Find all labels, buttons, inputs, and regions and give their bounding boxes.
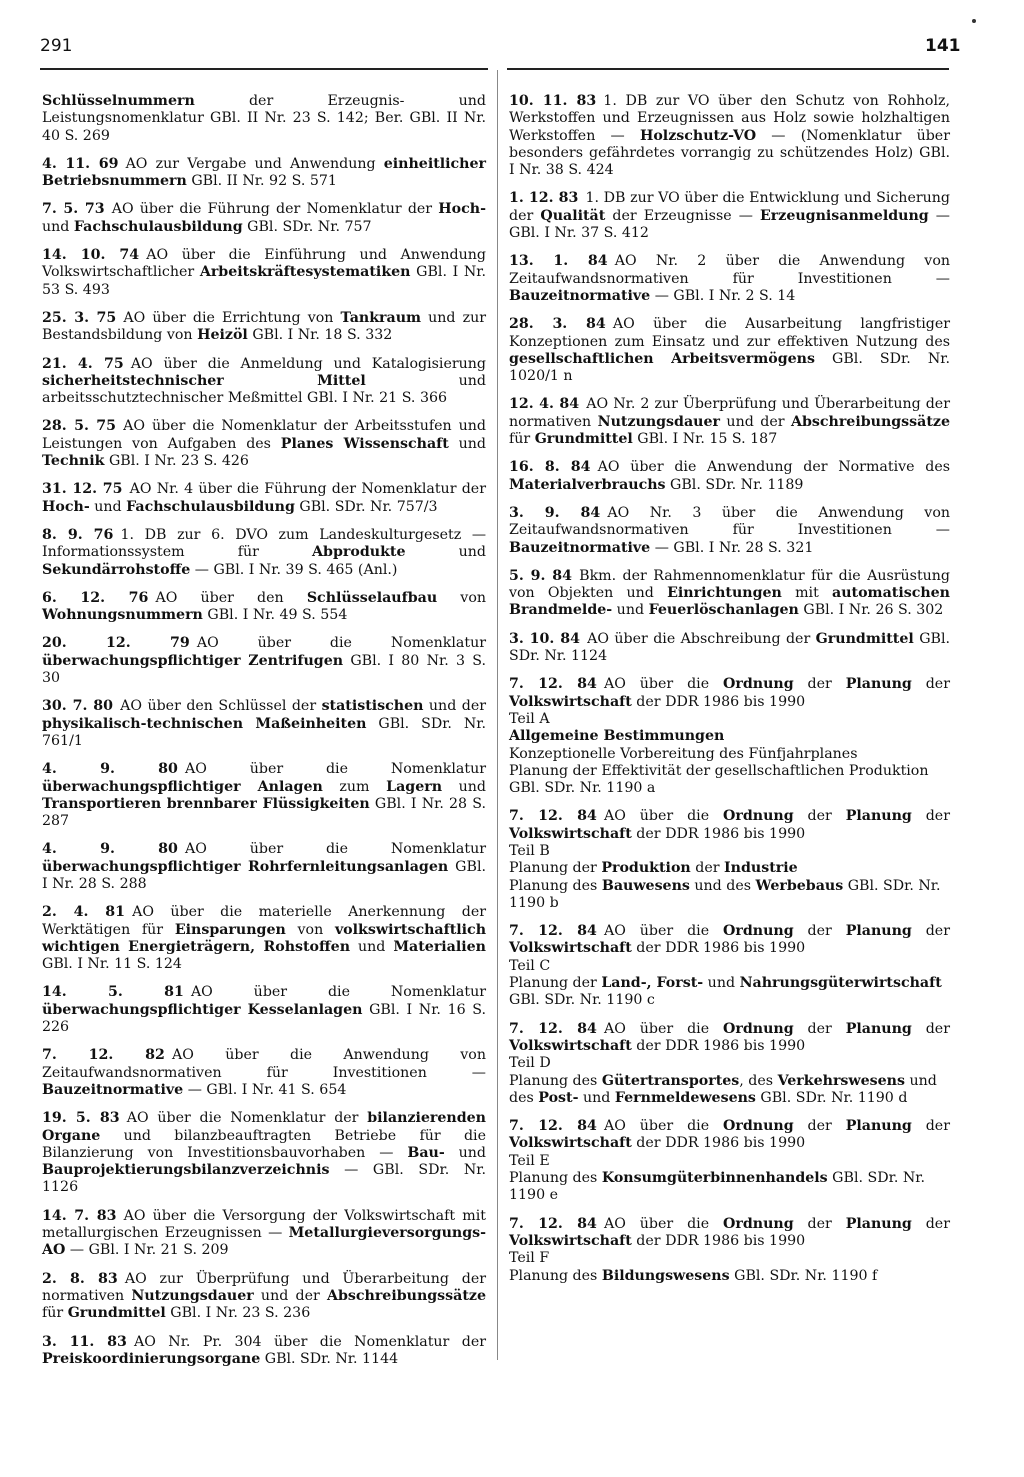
entry-date: 7. 12. 82 [42, 1047, 165, 1064]
entry-text [509, 676, 950, 711]
entry-date: 4. 9. 80 [42, 761, 178, 778]
entry-subline: Teil B [509, 842, 550, 859]
entry-subline: Planung des Bauwesens und des Werbebaus GBl. SDr. Nr. 1190 b [509, 877, 941, 911]
entry-body: AO über die Ordnung der Planung der Volkswirtschaft der DDR 1986 bis 1990 [509, 1118, 950, 1152]
entry-body: AO über die Anwendung von Zeitaufwandsnormativen für Investitionen — Bauzeitnormative — GBl. I Nr. 41 S. 654 [42, 1047, 486, 1098]
entry-body: AO über die Nomenklatur überwachungspflichtiger Kesselanlagen GBl. I Nr. 16 S. 226 [42, 984, 486, 1036]
entry-body: AO über die Ordnung der Planung der Volkswirtschaft der DDR 1986 bis 1990 [509, 1020, 950, 1054]
index-entry [509, 396, 950, 448]
entry-body: AO über die Einführung und Anwendung Volkswirtschaftlicher Arbeitskräftesystematiken GBl. I Nr. 53 S. 493 [42, 247, 486, 298]
entry-body: AO Nr. Pr. 304 über die Nomenklatur der Preiskoordinierungsorgane GBl. SDr. Nr. 1144 [42, 1333, 487, 1367]
entry-body: AO zur Vergabe und Anwendung einheitlicher Betriebsnummern GBl. II Nr. 92 S. 571 [42, 155, 486, 190]
entry-text [509, 459, 950, 494]
entry-text [509, 505, 950, 557]
entry-text [42, 1047, 486, 1099]
entry-date: 14. 5. 81 [42, 984, 184, 1001]
index-entry [42, 527, 486, 579]
index-entry [42, 201, 486, 236]
index-entry [509, 676, 950, 797]
entry-text [42, 698, 486, 750]
entry-text [509, 1216, 950, 1251]
entry-body: 1. DB zur 6. DVO zum Landeskulturgesetz — Informationssystem für Abprodukte und Sekundärrohstoffe — GBl. I Nr. 39 S. 465 (Anl.) [42, 526, 487, 578]
scan-mark [972, 19, 976, 23]
header-rule-left [40, 68, 488, 70]
entry-subline: Teil A [509, 710, 550, 727]
page-number-right: 141 [925, 36, 961, 56]
index-entry [42, 481, 486, 516]
entry-text [42, 761, 486, 830]
entry-body: AO über die Ausarbeitung langfristiger Konzeptionen zum Einsatz und zur effektiven Nutzung des gesellschaftlichen Arbeitsvermögens GBl. SDr. Nr. 1020/1 n [509, 316, 951, 385]
index-entry [42, 1047, 486, 1099]
header-rule-right [507, 68, 949, 70]
entry-body: AO über die Versorgung der Volkswirtschaft mit metallurgischen Erzeugnissen — Metallurgieversorgungs-AO — GBl. I Nr. 21 S. 209 [42, 1207, 486, 1259]
entry-body: AO über die Nomenklatur überwachungspflichtiger Anlagen zum Lagern und Transportieren brennbarer Flüssigkeiten GBl. I Nr. 28 S. 287 [42, 761, 486, 830]
page-number-left: 291 [40, 36, 73, 56]
index-entry [509, 1118, 950, 1204]
entry-date: 4. 9. 80 [42, 841, 178, 858]
index-entry [509, 631, 950, 666]
index-entry [42, 310, 486, 345]
entry-body: AO über die Ordnung der Planung der Volkswirtschaft der DDR 1986 bis 1990 [509, 1215, 950, 1249]
entry-body: AO Nr. 2 über die Anwendung von Zeitaufwandsnormativen für Investitionen — Bauzeitnormative — GBl. I Nr. 2 S. 14 [509, 253, 950, 304]
entry-text [42, 841, 486, 893]
index-entry [42, 635, 486, 687]
entry-date: 31. 12. 75 [42, 481, 123, 498]
entry-subline: Planung der Produktion der Industrie [509, 860, 798, 877]
left-column [42, 93, 486, 1379]
entry-text [42, 904, 486, 973]
entry-text [42, 310, 486, 345]
entry-body: AO Nr. 2 zur Überprüfung und Überarbeitung der normativen Nutzungsdauer und der Abschreibungssätze für Grundmittel GBl. I Nr. 15 S. 187 [509, 396, 950, 448]
entry-subline: Teil E [509, 1152, 550, 1169]
index-entry [42, 418, 486, 470]
entry-text [42, 1271, 486, 1323]
entry-text [42, 156, 486, 191]
entry-date: 4. 11. 69 [42, 155, 119, 172]
entry-body: AO über den Schlüssel der statistischen und der physikalisch-technischen Maßeinheiten GBl. SDr. Nr. 761/1 [42, 698, 487, 749]
index-entry [509, 923, 950, 1009]
entry-body: 1. DB zur VO über den Schutz von Rohholz, Werkstoffen und Erzeugnissen aus Holz sowie holzhaltigen Werkstoffen — Holzschutz-VO — (Nomenklatur über besonders gefährdetes vorrangig zu schützendes Holz) GBl. I Nr. 38 S. 424 [509, 93, 950, 179]
entry-body: AO über die Ordnung der Planung der Volkswirtschaft der DDR 1986 bis 1990 [509, 676, 950, 710]
entry-body: AO über die Nomenklatur der bilanzierenden Organe und bilanzbeauftragten Betriebe für die Bilanzierung von Investitionsbauvorhaben — Bau- und Bauprojektierungsbilanzverzeichnis — GBl. SDr. Nr. 1126 [42, 1110, 486, 1196]
entry-date: 2. 8. 83 [42, 1270, 118, 1287]
entry-body: AO über die Errichtung von Tankraum und zur Bestandsbildung von Heizöl GBl. I Nr. 18 S. 332 [42, 309, 486, 344]
entry-body: AO über die Führung der Nomenklatur der Hoch- und Fachschulausbildung GBl. SDr. Nr. 757 [42, 201, 486, 235]
entry-date: 30. 7. 80 [42, 698, 114, 715]
entry-body: AO Nr. 3 über die Anwendung von Zeitaufwandsnormativen für Investitionen — Bauzeitnormative — GBl. I Nr. 28 S. 321 [509, 504, 950, 556]
entry-text [42, 247, 486, 299]
entry-date: 16. 8. 84 [509, 459, 591, 476]
index-entry [509, 1021, 950, 1107]
entry-date: 7. 12. 84 [509, 923, 597, 940]
entry-date: 7. 12. 84 [509, 808, 597, 825]
index-entry [509, 505, 950, 557]
index-entry [42, 247, 486, 299]
entry-subline: Planung der Land-, Forst- und Nahrungsgüterwirtschaft GBl. SDr. Nr. 1190 c [509, 975, 942, 1009]
entry-date: 3. 10. 84 [509, 630, 580, 647]
index-entry [42, 841, 486, 893]
entry-body: AO über die Anwendung der Normative des Materialverbrauchs GBl. SDr. Nr. 1189 [509, 459, 950, 493]
entry-subline: Planung des Gütertransportes, des Verkehrswesens und des Post- und Fernmeldewesens GBl. SDr. Nr. 1190 d [509, 1072, 937, 1106]
index-entry [42, 590, 486, 625]
entry-body: AO zur Überprüfung und Überarbeitung der normativen Nutzungsdauer und der Abschreibungssätze für Grundmittel GBl. I Nr. 23 S. 236 [42, 1270, 486, 1322]
entry-subline: Teil F [509, 1250, 550, 1267]
index-entry [509, 808, 950, 912]
index-entry [42, 1110, 486, 1196]
entry-subline: Planung der Effektivität der gesellschaftlichen Produktion GBl. SDr. Nr. 1190 a [509, 762, 929, 797]
entry-date: 14. 10. 74 [42, 247, 140, 264]
entry-text [42, 356, 486, 408]
entry-body: AO über den Schlüsselaufbau von Wohnungsnummern GBl. I Nr. 49 S. 554 [42, 589, 486, 624]
entry-body: AO über die Nomenklatur überwachungspflichtiger Rohrfernleitungsanlagen GBl. I Nr. 28 S. 288 [42, 841, 486, 892]
entry-text [42, 93, 486, 145]
entry-body: AO über die materielle Anerkennung der Werktätigen für Einsparungen von volkswirtschaftlich wichtigen Energieträgern, Rohstoffen und Materialien GBl. I Nr. 11 S. 124 [42, 904, 487, 973]
entry-subline: Allgemeine Bestimmungen [509, 728, 725, 745]
entry-text [509, 316, 950, 385]
entry-text [509, 923, 950, 958]
entry-body: AO über die Anmeldung und Katalogisierung sicherheitstechnischer Mittel und arbeitsschutztechnischer Meßmittel GBl. I Nr. 21 S. 366 [42, 355, 486, 407]
entry-date: 19. 5. 83 [42, 1110, 120, 1127]
entry-text [509, 190, 950, 242]
entry-subline: Konzeptionelle Vorbereitung des Fünfjahrplanes [509, 745, 858, 762]
entry-date: 20. 12. 79 [42, 635, 190, 652]
index-entry [509, 568, 950, 620]
entry-text [42, 481, 486, 516]
entry-date: 7. 12. 84 [509, 1020, 597, 1037]
entry-text [509, 631, 950, 666]
entry-text [509, 253, 950, 305]
entry-date: 10. 11. 83 [509, 93, 597, 109]
index-entry [42, 356, 486, 408]
entry-text [42, 418, 486, 470]
entry-date: 7. 12. 84 [509, 676, 597, 693]
entry-date: 8. 9. 76 [42, 526, 114, 543]
entry-text [42, 635, 486, 687]
entry-text [509, 1118, 950, 1153]
entry-body: 1. DB zur VO über die Entwicklung und Sicherung der Qualität der Erzeugnisse — Erzeugnisanmeldung — GBl. I Nr. 37 S. 412 [509, 190, 950, 242]
entry-date: 3. 9. 84 [509, 504, 601, 521]
entry-body: AO über die Abschreibung der Grundmittel GBl. SDr. Nr. 1124 [509, 630, 950, 665]
entry-date: 7. 12. 84 [509, 1215, 597, 1232]
index-entry [42, 904, 486, 973]
entry-text [42, 201, 486, 236]
index-entry [42, 984, 486, 1036]
entry-subline: Planung des Bildungswesens GBl. SDr. Nr. 1190 f [509, 1267, 878, 1284]
entry-date: 7. 5. 73 [42, 201, 105, 218]
entry-text [42, 1110, 486, 1196]
entry-date: 28. 5. 75 [42, 418, 117, 435]
index-entry [509, 93, 950, 179]
entry-date: 12. 4. 84 [509, 396, 580, 413]
entry-text [509, 1021, 950, 1056]
entry-subline: Teil D [509, 1055, 551, 1072]
entry-text [42, 527, 486, 579]
index-entry [42, 698, 486, 750]
entry-date: 7. 12. 84 [509, 1118, 597, 1135]
index-entry [42, 1271, 486, 1323]
index-entry [42, 761, 486, 830]
index-entry [42, 1334, 486, 1369]
entry-date: 14. 7. 83 [42, 1207, 117, 1224]
entry-body: AO über die Nomenklatur der Arbeitsstufen und Leistungen von Aufgaben des Planes Wissenschaft und Technik GBl. I Nr. 23 S. 426 [42, 418, 486, 470]
entry-date: 6. 12. 76 [42, 589, 149, 606]
entry-subline: Planung des Konsumgüterbinnenhandels GBl. SDr. Nr. 1190 e [509, 1170, 925, 1204]
entry-text [42, 984, 486, 1036]
entry-body: AO über die Ordnung der Planung der Volkswirtschaft der DDR 1986 bis 1990 [509, 923, 950, 957]
entry-date: 5. 9. 84 [509, 567, 573, 584]
entry-body: AO über die Ordnung der Planung der Volkswirtschaft der DDR 1986 bis 1990 [509, 808, 950, 842]
right-column [509, 93, 950, 1296]
entry-date: 3. 11. 83 [42, 1333, 127, 1350]
column-divider [497, 70, 498, 1360]
entry-body: Schlüsselnummern der Erzeugnis- und Leistungsnomenklatur GBl. II Nr. 23 S. 142; Ber. GBl. II Nr. 40 S. 269 [42, 93, 486, 144]
entry-text [509, 396, 950, 448]
index-entry [509, 316, 950, 385]
index-entry [509, 190, 950, 242]
entry-text [509, 568, 950, 620]
entry-date: 2. 4. 81 [42, 904, 126, 921]
entry-date: 25. 3. 75 [42, 309, 117, 326]
entry-subline: Teil C [509, 957, 551, 974]
index-entry [509, 459, 950, 494]
index-entry [42, 1208, 486, 1260]
entry-body: Bkm. der Rahmennomenklatur für die Ausrüstung von Objekten und Einrichtungen mit automatischen Brandmelde- und Feuerlöschanlagen GBl. I Nr. 26 S. 302 [509, 567, 951, 619]
entry-text [42, 1334, 486, 1369]
entry-date: 13. 1. 84 [509, 253, 608, 270]
index-entry [42, 156, 486, 191]
entry-body: AO Nr. 4 über die Führung der Nomenklatur der Hoch- und Fachschulausbildung GBl. SDr. Nr. 757/3 [42, 481, 486, 515]
entry-date: 1. 12. 83 [509, 190, 579, 207]
entry-date: 21. 4. 75 [42, 355, 124, 372]
entry-text [42, 590, 486, 625]
entry-date: 28. 3. 84 [509, 316, 606, 333]
entry-body: AO über die Nomenklatur überwachungspflichtiger Zentrifugen GBl. I 80 Nr. 3 S. 30 [42, 635, 487, 687]
entry-text [42, 1208, 486, 1260]
entry-text [509, 808, 950, 843]
index-entry [509, 1216, 950, 1285]
entry-text [509, 93, 950, 179]
index-entry [509, 253, 950, 305]
index-entry [42, 93, 486, 145]
